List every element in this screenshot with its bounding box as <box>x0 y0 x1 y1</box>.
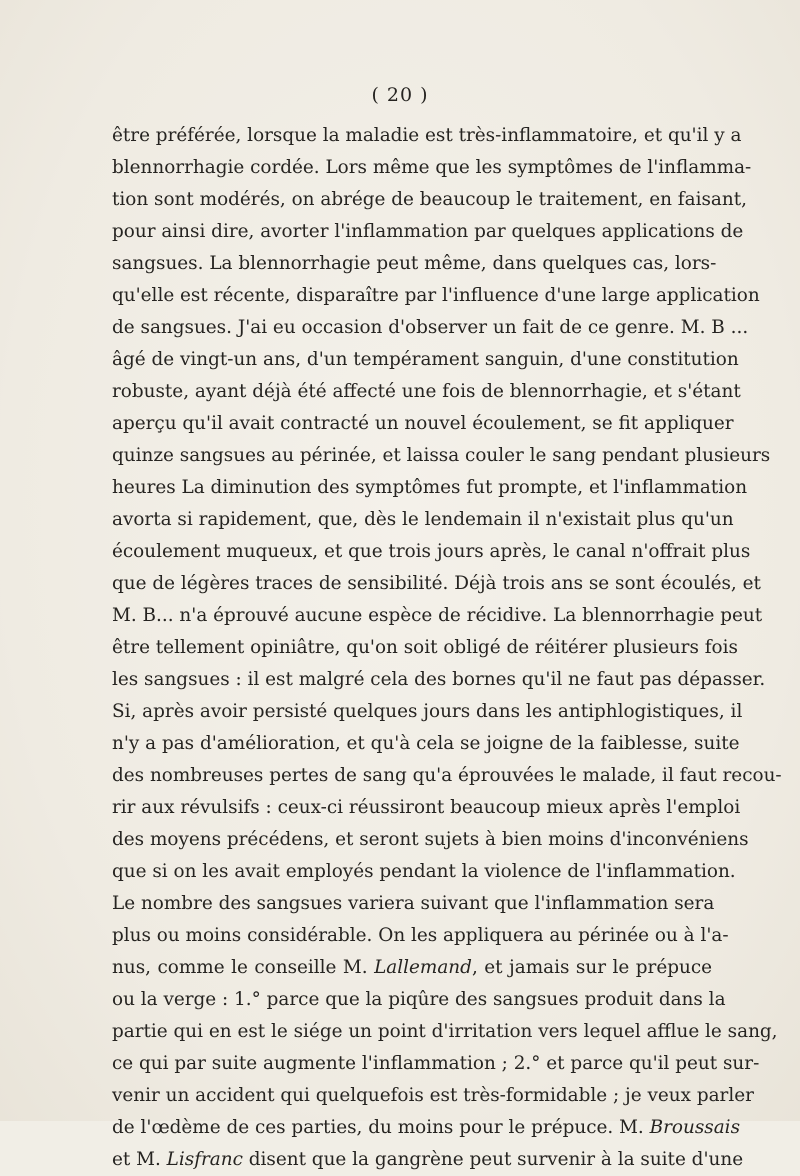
text-line: Le nombre des sangsues variera suivant que l'inflammation sera <box>112 893 715 914</box>
text-line: de l'œdème de ces parties, du moins pour le prépuce. M. Broussais <box>112 1117 741 1138</box>
text-line: sangsues. La blennorrhagie peut même, dans quelques cas, lors- <box>112 253 717 274</box>
text-line: être préférée, lorsque la maladie est très-inflammatoire, et qu'il y a <box>112 125 742 146</box>
text-line: des nombreuses pertes de sang qu'a éprouvées le malade, il faut recou- <box>112 765 782 786</box>
text-line: blennorrhagie cordée. Lors même que les symptômes de l'inflamma- <box>112 157 752 178</box>
text-line: écoulement muqueux, et que trois jours après, le canal n'offrait plus <box>112 541 751 562</box>
text-line: ou la verge : 1.° parce que la piqûre des sangsues produit dans la <box>112 989 726 1010</box>
text-line: les sangsues : il est malgré cela des bornes qu'il ne faut pas dépasser. <box>112 669 766 690</box>
text-line: Si, après avoir persisté quelques jours dans les antiphlogistiques, il <box>112 701 743 722</box>
text-line: que si on les avait employés pendant la violence de l'inflammation. <box>112 861 736 882</box>
text-line: avorta si rapidement, que, dès le lendemain il n'existait plus qu'un <box>112 509 734 530</box>
text-line: aperçu qu'il avait contracté un nouvel écoulement, se fit appliquer <box>112 413 734 434</box>
text-line: que de légères traces de sensibilité. Déjà trois ans se sont écoulés, et <box>112 573 761 594</box>
text-line: robuste, ayant déjà été affecté une fois de blennorrhagie, et s'étant <box>112 381 741 402</box>
text-line: de sangsues. J'ai eu occasion d'observer un fait de ce genre. M. B ... <box>112 317 749 338</box>
text-line: tion sont modérés, on abrége de beaucoup le traitement, en faisant, <box>112 189 747 210</box>
text-line: nus, comme le conseille M. Lallemand, et jamais sur le prépuce <box>112 957 712 978</box>
text-line: ce qui par suite augmente l'inflammation ; 2.° et parce qu'il peut sur- <box>112 1053 760 1074</box>
text-line: M. B... n'a éprouvé aucune espèce de récidive. La blennorrhagie peut <box>112 605 763 626</box>
text-line: qu'elle est récente, disparaître par l'influence d'une large application <box>112 285 760 306</box>
text-line: venir un accident qui quelquefois est très-formidable ; je veux parler <box>112 1085 754 1106</box>
text-line: heures La diminution des symptômes fut prompte, et l'inflammation <box>112 477 748 498</box>
text-line: rir aux révulsifs : ceux-ci réussiront beaucoup mieux après l'emploi <box>112 797 741 818</box>
text-line: partie qui en est le siége un point d'irritation vers lequel afflue le sang, <box>112 1021 778 1042</box>
text-line: n'y a pas d'amélioration, et qu'à cela se joigne de la faiblesse, suite <box>112 733 740 754</box>
text-line: plus ou moins considérable. On les appliquera au périnée ou à l'a- <box>112 925 729 946</box>
text-line: âgé de vingt-un ans, d'un tempérament sanguin, d'une constitution <box>112 349 739 370</box>
page-number: ( 20 ) <box>371 84 429 106</box>
text-line: pour ainsi dire, avorter l'inflammation par quelques applications de <box>112 221 744 242</box>
text-line: être tellement opiniâtre, qu'on soit obligé de réitérer plusieurs fois <box>112 637 738 658</box>
text-line: quinze sangsues au périnée, et laissa couler le sang pendant plusieurs <box>112 445 771 466</box>
body-text <box>112 120 782 1176</box>
text-line: des moyens précédens, et seront sujets à bien moins d'inconvéniens <box>112 829 749 850</box>
text-line: et M. Lisfranc disent que la gangrène peut survenir à la suite d'une <box>112 1149 744 1170</box>
